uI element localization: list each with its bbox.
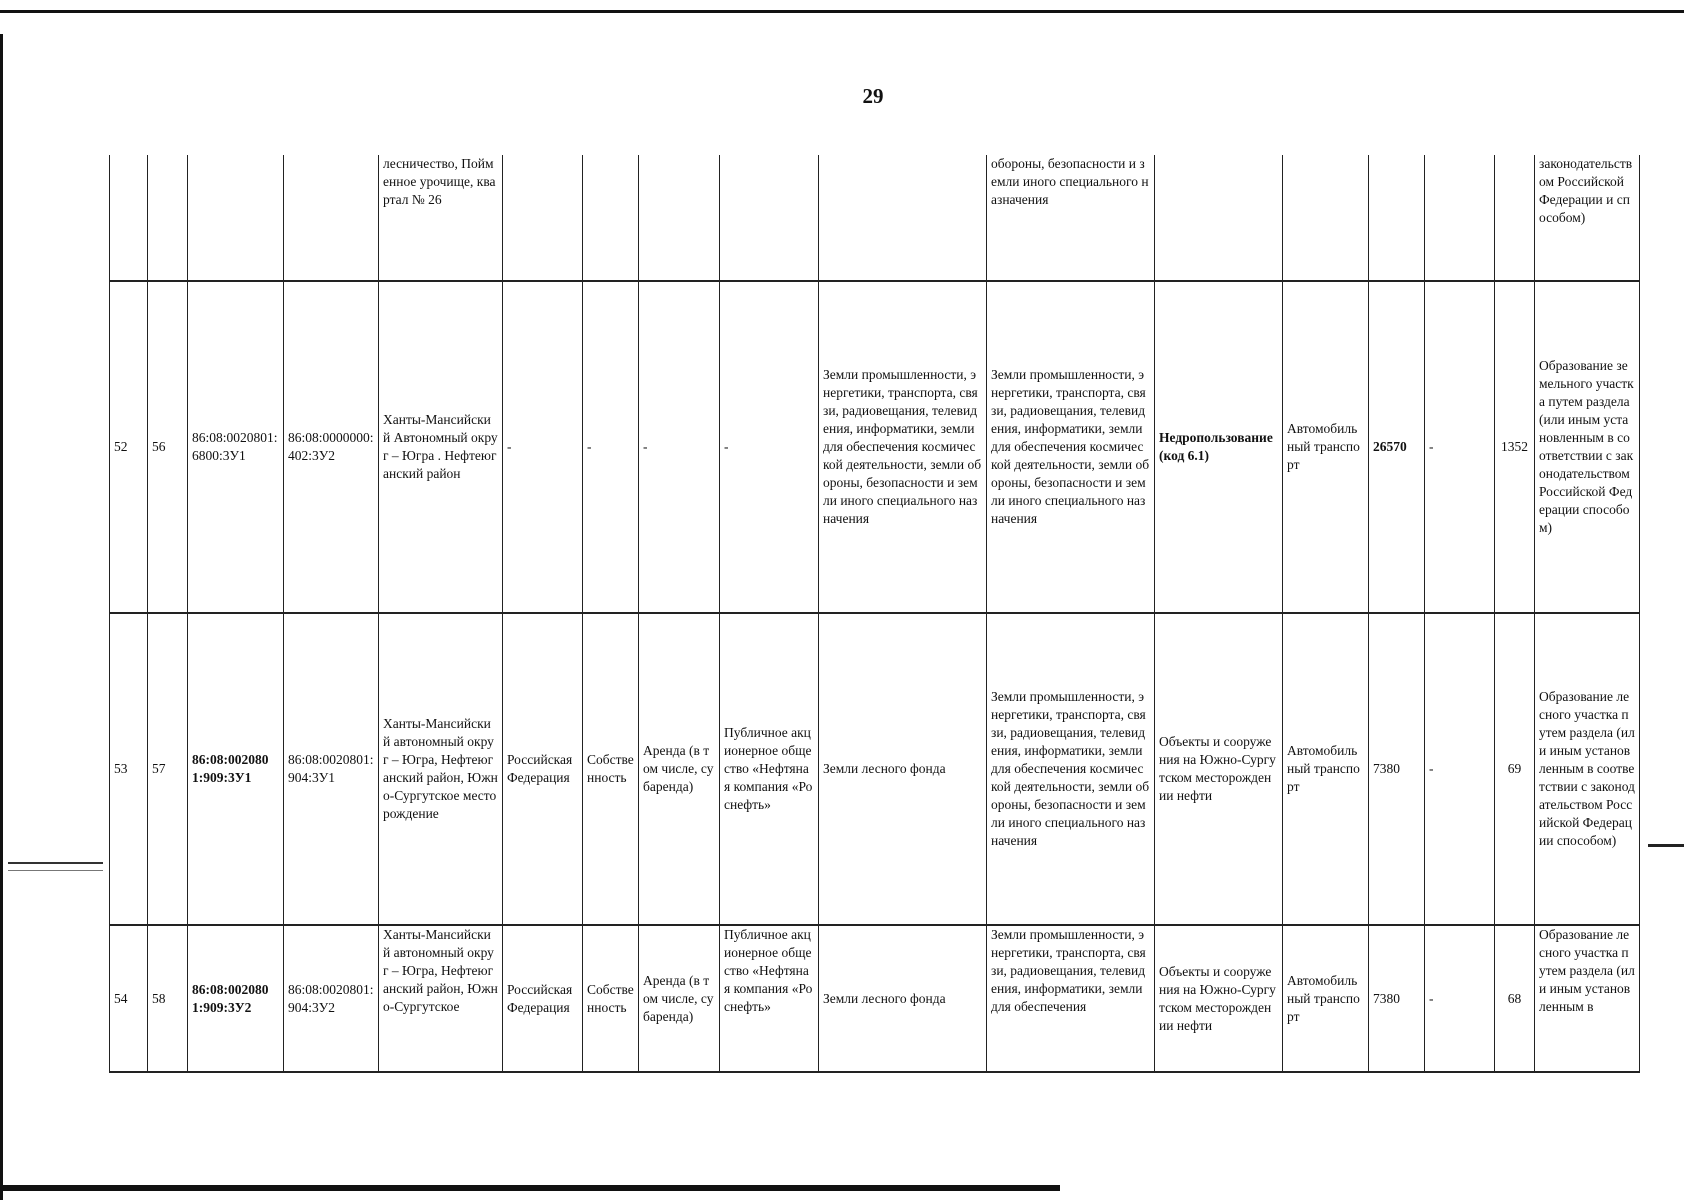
cell-permitted-use: Недропользование (код 6.1) bbox=[1155, 281, 1283, 613]
cell-plot-cadastral: 86:08:0020801:909:3У2 bbox=[188, 925, 284, 1072]
cell-owner: - bbox=[503, 281, 583, 613]
cell-holder bbox=[720, 155, 819, 281]
cell-right-type bbox=[583, 155, 639, 281]
cell-dash: - bbox=[1425, 613, 1495, 925]
cell-holder: - bbox=[720, 281, 819, 613]
cell-plot-number: 58 bbox=[148, 925, 188, 1072]
cell-current-category: Земли лесного фонда bbox=[819, 613, 987, 925]
cell-formation-method: законодательством Российской Федерации и способом) bbox=[1535, 155, 1640, 281]
cell-location: лесничество, Пойменное урочище, квартал № 26 bbox=[379, 155, 503, 281]
table-row bbox=[110, 281, 1640, 613]
table-row bbox=[110, 613, 1640, 925]
cell-source-cadastral bbox=[284, 155, 379, 281]
land-plots-table bbox=[109, 155, 1640, 1073]
cell-row-number: 54 bbox=[110, 925, 148, 1072]
cell-source-cadastral: 86:08:0020801:904:3У1 bbox=[284, 613, 379, 925]
cell-plot-cadastral bbox=[188, 155, 284, 281]
cell-plot-cadastral: 86:08:0020801:909:3У1 bbox=[188, 613, 284, 925]
scan-mark bbox=[8, 862, 103, 864]
cell-encumbrance: Аренда (в том числе, субаренда) bbox=[639, 925, 720, 1072]
cell-dash: - bbox=[1425, 281, 1495, 613]
cell-object-type: Автомобильный транспорт bbox=[1283, 613, 1369, 925]
cell-source-cadastral: 86:08:0020801:904:3У2 bbox=[284, 925, 379, 1072]
cell-source-cadastral: 86:08:0000000:402:3У2 bbox=[284, 281, 379, 613]
cell-plot-cadastral: 86:08:0020801:6800:3У1 bbox=[188, 281, 284, 613]
cell-formation-method: Образование земельного участка путем раздела (или иным установленным в соответствии с законодательством Российской Федерации способом) bbox=[1535, 281, 1640, 613]
page-number: 29 bbox=[862, 84, 884, 108]
cell-dash bbox=[1425, 155, 1495, 281]
cell-current-category: Земли лесного фонда bbox=[819, 925, 987, 1072]
cell-object-type: Автомобильный транспорт bbox=[1283, 281, 1369, 613]
cell-current-category bbox=[819, 155, 987, 281]
cell-planned-category: Земли промышленности, энергетики, транспорта, связи, радиовещания, телевидения, информатики, земли для обеспечения bbox=[987, 925, 1155, 1072]
cell-formation-method: Образование лесного участка путем раздела (или иным установленным в соответствии с законодательством Российской Федерации способом) bbox=[1535, 613, 1640, 925]
cell-plot-number: 56 bbox=[148, 281, 188, 613]
cell-permitted-use: Объекты и сооружения на Южно-Сургутском месторождении нефти bbox=[1155, 925, 1283, 1072]
cell-value: 1352 bbox=[1495, 281, 1535, 613]
cell-area: 26570 bbox=[1369, 281, 1425, 613]
cell-plot-number: 57 bbox=[148, 613, 188, 925]
cell-permitted-use bbox=[1155, 155, 1283, 281]
cell-location: Ханты-Мансийский Автономный округ – Югра . Нефтеюганский район bbox=[379, 281, 503, 613]
cell-location: Ханты-Мансийский автономный округ – Югра, Нефтеюганский район, Южно-Сургутское bbox=[379, 925, 503, 1072]
cell-value: 69 bbox=[1495, 613, 1535, 925]
cell-owner bbox=[503, 155, 583, 281]
cell-object-type bbox=[1283, 155, 1369, 281]
cell-dash: - bbox=[1425, 925, 1495, 1072]
cell-value bbox=[1495, 155, 1535, 281]
cell-holder: Публичное акционерное общество «Нефтяная компания «Роснефть» bbox=[720, 925, 819, 1072]
cell-planned-category: Земли промышленности, энергетики, транспорта, связи, радиовещания, телевидения, информатики, земли для обеспечения космической деятельности, земли обороны, безопасности и земли иного специального назначения bbox=[987, 281, 1155, 613]
cell-location: Ханты-Мансийский автономный округ – Югра, Нефтеюганский район, Южно-Сургутское месторождение bbox=[379, 613, 503, 925]
cell-formation-method: Образование лесного участка путем раздела (или иным установленным в bbox=[1535, 925, 1640, 1072]
cell-owner: Российская Федерация bbox=[503, 613, 583, 925]
cell-encumbrance: Аренда (в том числе, субаренда) bbox=[639, 613, 720, 925]
scan-border-bottom bbox=[0, 1185, 1060, 1191]
scan-mark bbox=[1648, 844, 1684, 847]
cell-row-number: 52 bbox=[110, 281, 148, 613]
cell-plot-number bbox=[148, 155, 188, 281]
cell-holder: Публичное акционерное общество «Нефтяная компания «Роснефть» bbox=[720, 613, 819, 925]
cell-permitted-use: Объекты и сооружения на Южно-Сургутском месторождении нефти bbox=[1155, 613, 1283, 925]
cell-current-category: Земли промышленности, энергетики, транспорта, связи, радиовещания, телевидения, информатики, земли для обеспечения космической деятельности, земли обороны, безопасности и земли иного специального назначения bbox=[819, 281, 987, 613]
cell-planned-category: обороны, безопасности и земли иного специального назначения bbox=[987, 155, 1155, 281]
cell-owner: Российская Федерация bbox=[503, 925, 583, 1072]
cell-planned-category: Земли промышленности, энергетики, транспорта, связи, радиовещания, телевидения, информатики, земли для обеспечения космической деятельности, земли обороны, безопасности и земли иного специального назначения bbox=[987, 613, 1155, 925]
cell-encumbrance bbox=[639, 155, 720, 281]
cell-area: 7380 bbox=[1369, 613, 1425, 925]
cell-value: 68 bbox=[1495, 925, 1535, 1072]
cell-area bbox=[1369, 155, 1425, 281]
cell-encumbrance: - bbox=[639, 281, 720, 613]
table-row bbox=[110, 925, 1640, 1072]
scan-border-top bbox=[0, 10, 1684, 13]
cell-row-number: 53 bbox=[110, 613, 148, 925]
cell-right-type: - bbox=[583, 281, 639, 613]
cell-right-type: Собственность bbox=[583, 925, 639, 1072]
cell-area: 7380 bbox=[1369, 925, 1425, 1072]
cell-right-type: Собственность bbox=[583, 613, 639, 925]
table-row bbox=[110, 155, 1640, 281]
cell-object-type: Автомобильный транспорт bbox=[1283, 925, 1369, 1072]
cell-row-number bbox=[110, 155, 148, 281]
scan-mark bbox=[8, 870, 103, 871]
scan-border-left bbox=[0, 34, 3, 1200]
